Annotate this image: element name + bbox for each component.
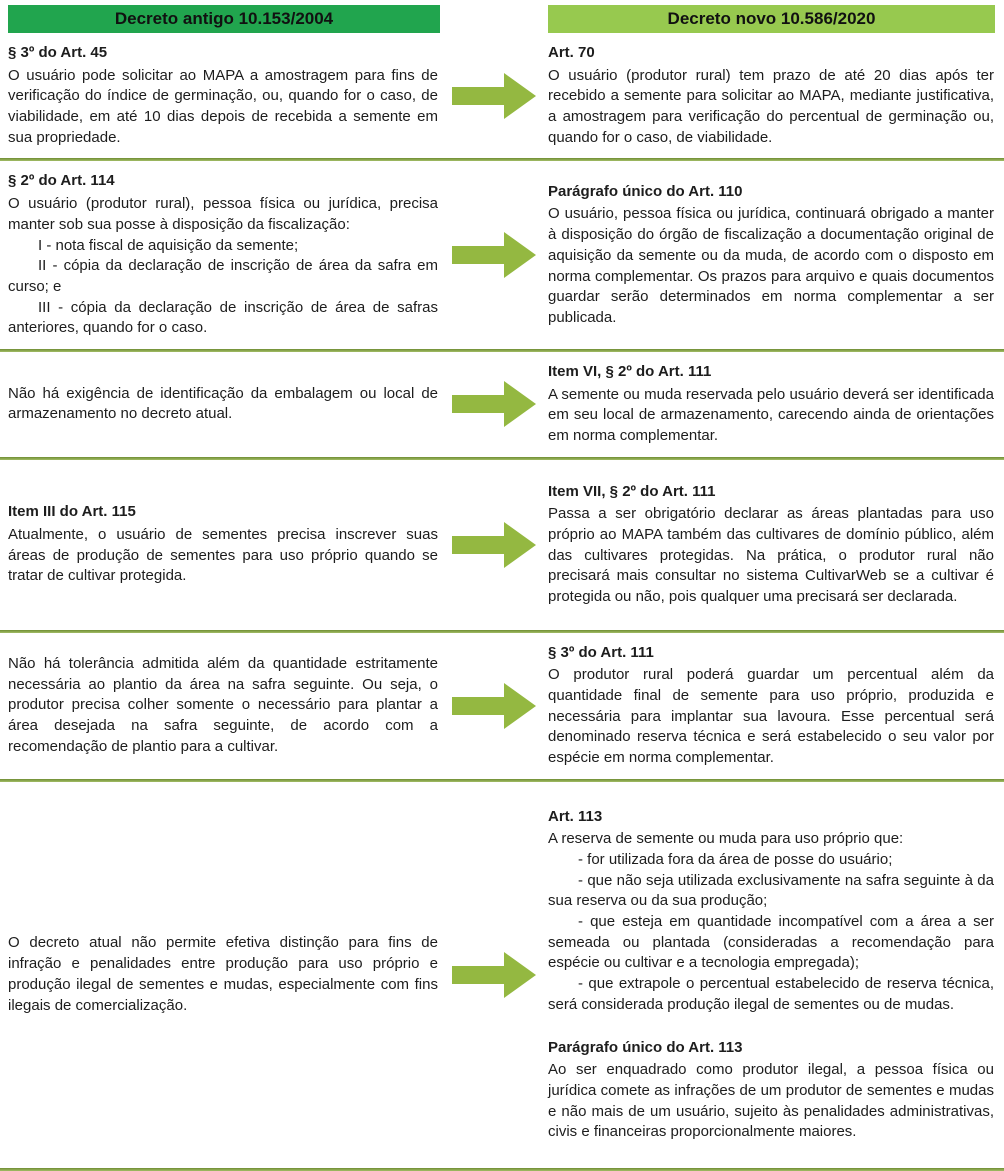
text-block: [548, 1038, 994, 1143]
old-decree-cell: [0, 502, 440, 587]
block-paragraph: - que extrapole o percentual estabelecido de reserva técnica, será considerada produção ilegal de sementes ou de mudas.: [548, 975, 994, 1013]
block-paragraph: III - cópia da declaração de inscrição de área de safras anteriores, quando for o caso.: [8, 298, 438, 337]
text-block: [8, 43, 438, 148]
block-paragraph: - que esteja em quantidade incompatível com a área a ser semeada ou plantada (consideradas a recomendação para espécie ou cultivar e a tecnologia empregada);: [548, 913, 994, 972]
comparison-row: [0, 352, 1004, 457]
text-block: [8, 654, 438, 757]
comparison-row: [0, 33, 1004, 158]
block-heading: Art. 113: [548, 807, 603, 825]
text-block: [548, 807, 994, 1016]
block-paragraph: Não há exigência de identificação da embalagem ou local de armazenamento no decreto atual.: [8, 384, 438, 423]
new-decree-header: Decreto novo 10.586/2020: [548, 5, 995, 33]
old-decree-cell: [0, 43, 440, 148]
block-paragraph: O usuário pode solicitar ao MAPA a amostragem para fins de verificação do índice de germinação, ou, quando for o caso, de viabilidade, em até 10 dias depois de recebida a semente em sua propriedade.: [8, 66, 438, 146]
text-block: [8, 384, 438, 425]
arrow-right-icon: [440, 67, 548, 125]
old-decree-header: Decreto antigo 10.153/2004: [8, 5, 440, 33]
block-paragraph: O produtor rural poderá guardar um percentual além da quantidade final de semente para uso próprio, produzida e necessária para implantar sua lavoura. Esse percentual será denominado reserva técnica e será estabelecido o seu valor por espécie em norma complementar.: [548, 666, 994, 767]
table-header-row: [0, 5, 1004, 33]
new-decree-cell: [548, 362, 1004, 447]
block-paragraph: O usuário (produtor rural), pessoa física ou jurídica, precisa manter sob sua posse à disposição da fiscalização:: [8, 195, 438, 233]
block-heading: § 2º do Art. 114: [8, 172, 115, 190]
row-divider: [0, 1168, 1004, 1171]
text-block: [548, 482, 994, 608]
arrow-right-icon: [440, 677, 548, 735]
block-heading: § 3º do Art. 111: [548, 643, 654, 661]
block-paragraph: I - nota fiscal de aquisição da semente;: [38, 236, 299, 254]
old-decree-cell: [0, 933, 440, 1016]
block-paragraph: - for utilizada fora da área de posse do usuário;: [578, 851, 893, 869]
new-decree-cell: [548, 43, 1004, 148]
arrow-right-icon: [440, 375, 548, 433]
block-heading: Art. 70: [548, 44, 595, 61]
block-paragraph: II - cópia da declaração de inscrição de área da safra em curso; e: [8, 257, 438, 295]
arrow-right-icon: [440, 516, 548, 574]
old-decree-cell: [0, 654, 440, 757]
text-block: [548, 43, 994, 148]
block-heading: Item III do Art. 115: [8, 503, 136, 521]
block-paragraph: A semente ou muda reservada pelo usuário deverá ser identificada em seu local de armazenamento, carecendo ainda de orientações em norma complementar.: [548, 385, 994, 444]
block-paragraph: O usuário, pessoa física ou jurídica, continuará obrigado a manter à disposição do órgão de fiscalização a documentação original de aquisição da semente ou da muda, de acordo com o disposto em norma complementar. Os prazos para arquivo e quais documentos guardar serão determinados em norma complementar a ser publicada.: [548, 205, 994, 326]
comparison-row: [0, 633, 1004, 779]
comparison-rows: [0, 33, 1004, 1171]
new-decree-cell: [548, 643, 1004, 769]
comparison-row: [0, 460, 1004, 630]
old-decree-cell: [0, 171, 440, 339]
old-decree-cell: [0, 384, 440, 425]
arrow-right-icon: [440, 226, 548, 284]
new-decree-header-column: [548, 5, 1004, 33]
block-paragraph: Atualmente, o usuário de sementes precisa inscrever suas áreas de produção de sementes para uso próprio quando se tratar de cultivar protegida.: [8, 526, 438, 585]
block-heading: Item VII, § 2º do Art. 111: [548, 482, 716, 500]
new-decree-cell: [548, 807, 1004, 1143]
block-paragraph: Passa a ser obrigatório declarar as áreas plantadas para uso próprio ao MAPA também das cultivares de domínio público, além das cultivares protegidas. Na prática, o produtor rural não precisará mais consultar no sistema CultivarWeb se a cultivar é protegida ou não, pois qualquer uma precisará ser declarada.: [548, 505, 994, 606]
block-heading: Parágrafo único do Art. 110: [548, 182, 743, 200]
comparison-row: [0, 782, 1004, 1168]
arrow-right-icon: [440, 946, 548, 1004]
text-block: [8, 171, 438, 339]
text-block: [548, 362, 994, 447]
comparison-row: [0, 161, 1004, 349]
new-decree-cell: [548, 182, 1004, 329]
decree-comparison-table: [0, 5, 1004, 1171]
block-paragraph: - que não seja utilizada exclusivamente na safra seguinte à da sua reserva ou da sua produção;: [548, 871, 994, 910]
text-block: [548, 643, 994, 769]
block-paragraph: O usuário (produtor rural) tem prazo de até 20 dias após ter recebido a semente para solicitar ao MAPA, mediante justificativa, a amostragem para verificação do percentual de germinação ou, quando for o caso, de viabilidade.: [548, 66, 994, 146]
new-decree-cell: [548, 482, 1004, 608]
text-block: [548, 182, 994, 329]
block-paragraph: Ao ser enquadrado como produtor ilegal, a pessoa física ou jurídica comete as infrações de um produtor de sementes e mudas e não mais de um usuário, sujeito às penalidades administrativas, civis e financeiras proporcionalmente maiores.: [548, 1061, 994, 1141]
text-block: [8, 502, 438, 587]
block-paragraph: Não há tolerância admitida além da quantidade estritamente necessária ao plantio da área na safra seguinte. Ou seja, o produtor precisa colher somente o necessário para plantar a área desejada na safra seguinte, de acordo com a recomendação de plantio para a cultivar.: [8, 655, 438, 755]
block-paragraph: A reserva de semente ou muda para uso próprio que:: [548, 830, 904, 848]
block-heading: Item VI, § 2º do Art. 111: [548, 362, 712, 380]
header-spacer: [440, 5, 548, 33]
block-heading: § 3º do Art. 45: [8, 44, 108, 61]
block-paragraph: O decreto atual não permite efetiva distinção para fins de infração e penalidades entre produção para uso próprio e produção ilegal de sementes e mudas, especialmente com fins ilegais de comercialização.: [8, 934, 438, 1014]
old-decree-header-column: [0, 5, 440, 33]
text-block: [8, 933, 438, 1016]
block-heading: Parágrafo único do Art. 113: [548, 1038, 743, 1056]
